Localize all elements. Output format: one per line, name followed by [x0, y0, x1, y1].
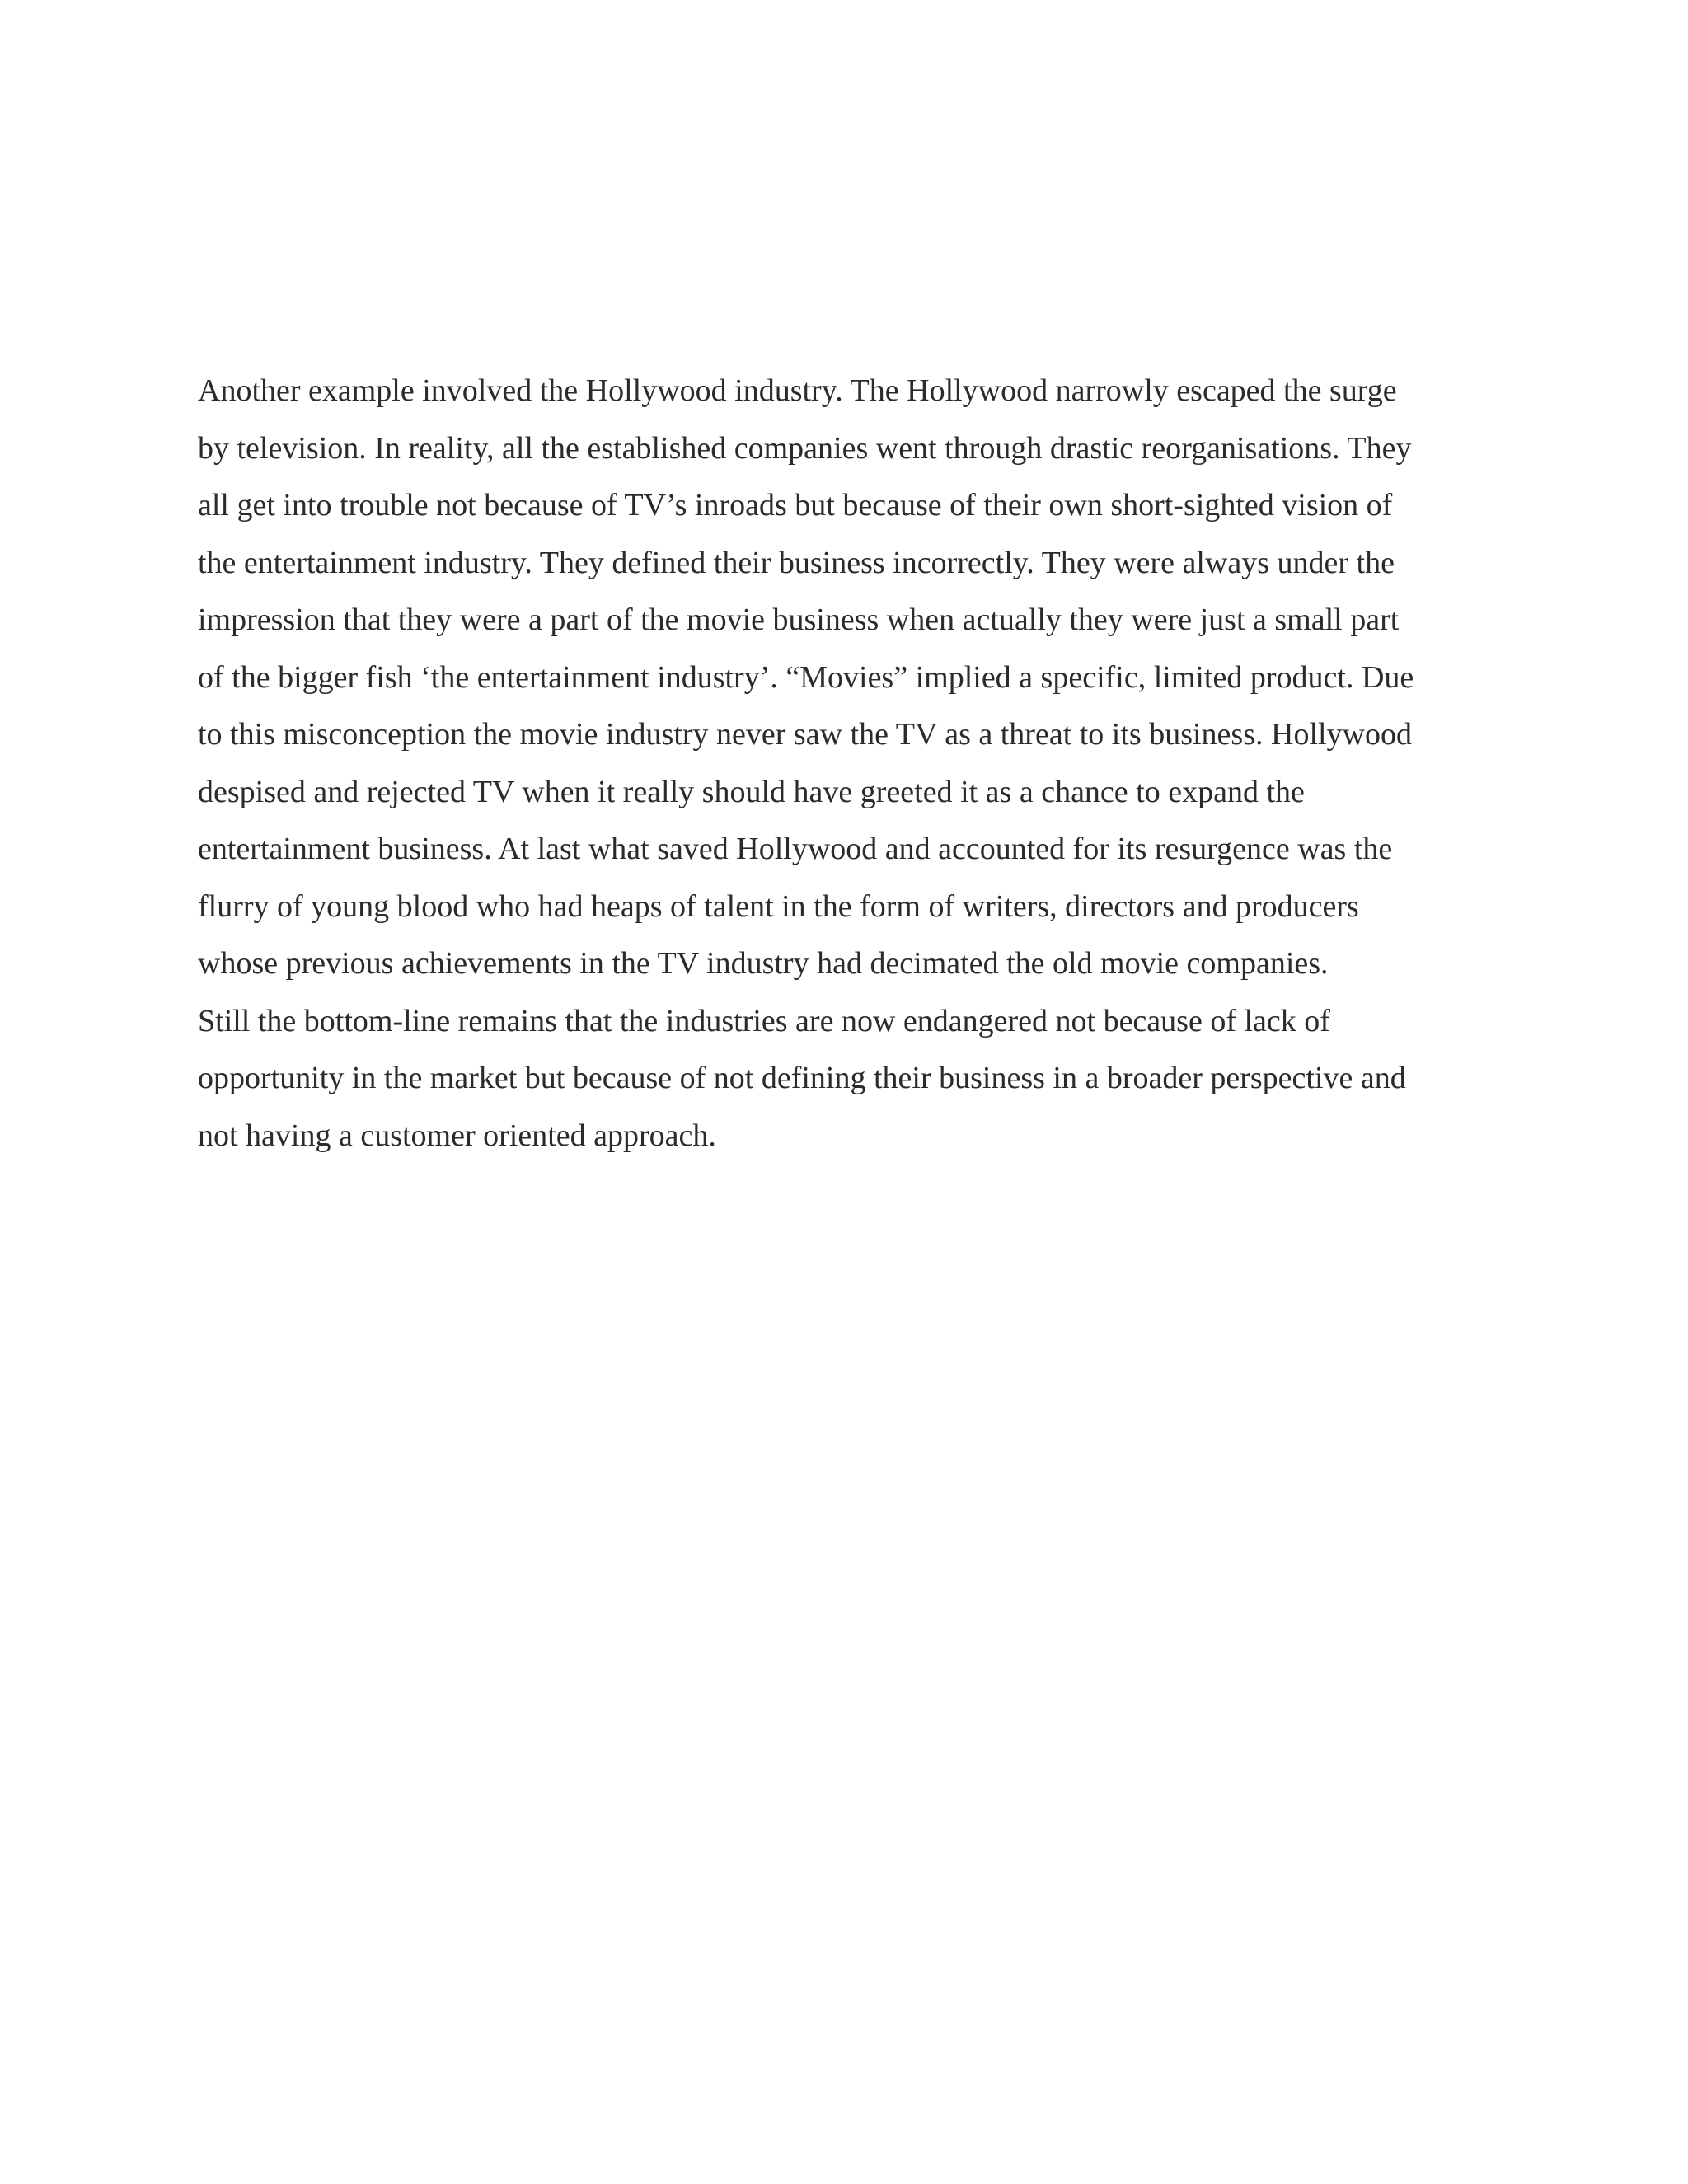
text-line: Another example involved the Hollywood industry. The Hollywood narrowly escaped the surge: [198, 373, 1397, 408]
text-line: entertainment business. At last what saved Hollywood and accounted for its resurgence was the: [198, 832, 1393, 866]
body-text: [198, 363, 1492, 1165]
text-line: Still the bottom-line remains that the industries are now endangered not because of lack of: [198, 1003, 1330, 1038]
text-line: despised and rejected TV when it really should have greeted it as a chance to expand the: [198, 774, 1305, 809]
text-line: all get into trouble not because of TV’s inroads but because of their own short-sighted vision of: [198, 488, 1393, 523]
text-line: flurry of young blood who had heaps of talent in the form of writers, directors and producers: [198, 888, 1359, 924]
text-line: of the bigger fish ‘the entertainment industry’. “Movies” implied a specific, limited product. Due: [198, 659, 1414, 695]
text-line: not having a customer oriented approach.: [198, 1118, 716, 1153]
text-line: the entertainment industry. They defined their business incorrectly. They were always under the: [198, 545, 1395, 580]
text-line: to this misconception the movie industry never saw the TV as a threat to its business. Hollywood: [198, 717, 1413, 752]
text-line: impression that they were a part of the movie business when actually they were just a small part: [198, 602, 1400, 637]
text-line: by television. In reality, all the established companies went through drastic reorganisations. They: [198, 430, 1412, 466]
text-line: opportunity in the market but because of not defining their business in a broader perspective and: [198, 1061, 1406, 1095]
text-line: whose previous achievements in the TV industry had decimated the old movie companies.: [198, 946, 1329, 981]
